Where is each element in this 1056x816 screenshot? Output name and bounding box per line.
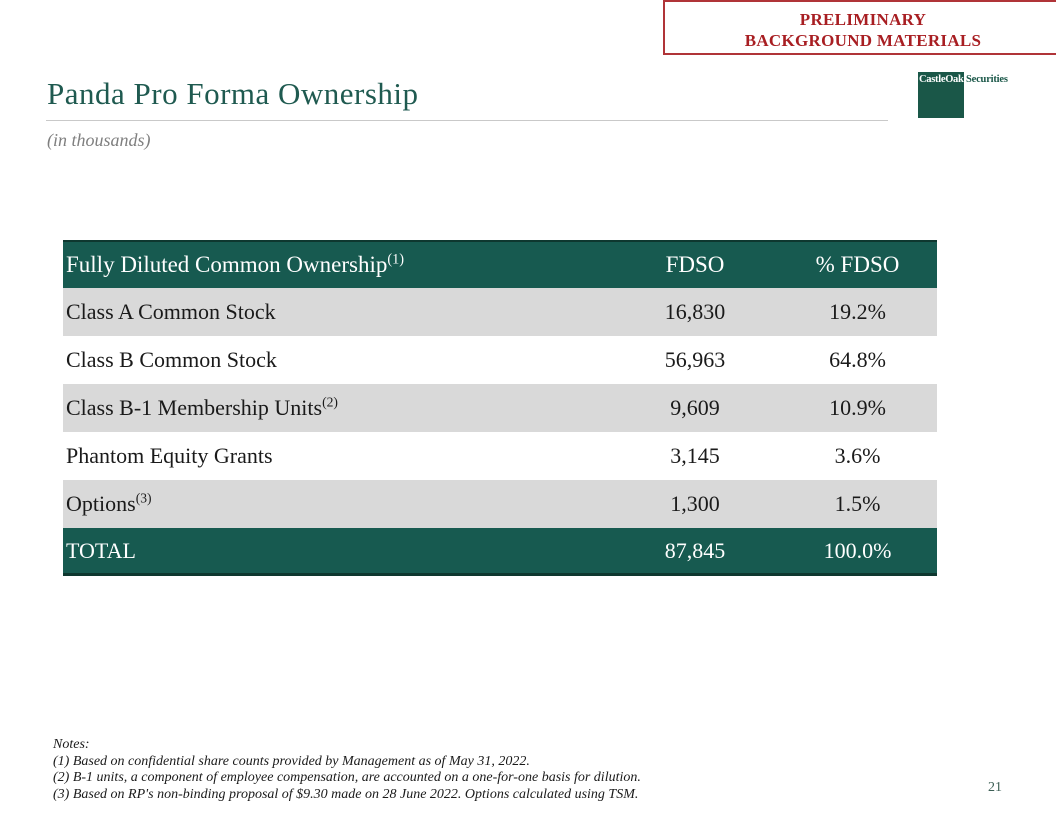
note-item-1: (1) Based on confidential share counts provided by Management as of May 31, 2022.	[53, 753, 530, 769]
row-label-text: Class B Common Stock	[66, 347, 277, 372]
logo-secondary-text: Securities	[966, 74, 1008, 85]
note-item-2: (2) B-1 units, a component of employee compensation, are accounted on a one-for-one basis for dilution.	[53, 770, 641, 785]
row-fdso: 1,300	[670, 491, 720, 516]
col-header-fdso: FDSO	[665, 252, 725, 277]
table-row-options	[63, 480, 937, 528]
row-fdso: 16,830	[664, 299, 726, 324]
ownership-table	[63, 240, 937, 576]
table-row-class-b	[63, 336, 937, 384]
row-label-text: Phantom Equity Grants	[66, 443, 273, 468]
total-pct: 100.0%	[823, 537, 892, 563]
row-label	[63, 443, 600, 469]
row-label	[63, 347, 600, 373]
table-total-row	[63, 528, 937, 576]
row-fdso: 3,145	[670, 443, 720, 468]
row-label-text: Options	[66, 491, 136, 516]
table-row-class-b1	[63, 384, 937, 432]
table-row-class-a	[63, 288, 937, 336]
title-divider	[46, 120, 888, 121]
col-header-pct-fdso: % FDSO	[815, 252, 900, 277]
logo-primary-text: CastleOak	[919, 74, 964, 85]
row-pct: 19.2%	[829, 299, 886, 324]
row-footnote: (3)	[135, 490, 152, 506]
notes-heading: Notes:	[53, 737, 90, 752]
total-fdso: 87,845	[664, 537, 726, 563]
table-row-phantom-equity	[63, 432, 937, 480]
row-pct: 1.5%	[834, 491, 881, 516]
total-label: TOTAL	[66, 537, 136, 563]
page-number: 21	[988, 780, 1002, 795]
table-header-row	[63, 240, 937, 288]
page-title: Panda Pro Forma Ownership	[47, 76, 419, 111]
row-label	[63, 491, 600, 517]
row-fdso: 9,609	[670, 395, 720, 420]
row-pct: 64.8%	[829, 347, 886, 372]
row-label-text: Class A Common Stock	[66, 299, 276, 324]
footnotes	[53, 737, 641, 803]
row-pct: 10.9%	[829, 395, 886, 420]
banner-line-2: BACKGROUND MATERIALS	[744, 31, 982, 50]
castleoak-logo	[918, 72, 1008, 118]
col-header-ownership	[63, 252, 600, 278]
page-subtitle: (in thousands)	[47, 130, 151, 150]
row-label	[63, 299, 600, 325]
col-header-ownership-label: Fully Diluted Common Ownership	[66, 252, 388, 277]
note-item-3: (3) Based on RP's non-binding proposal of $9.30 made on 28 June 2022. Options calculated using TSM.	[53, 786, 639, 802]
row-pct: 3.6%	[834, 443, 881, 468]
row-footnote: (2)	[322, 394, 338, 410]
preliminary-banner	[663, 0, 1056, 55]
row-label	[63, 395, 600, 421]
col-header-ownership-footnote: (1)	[387, 251, 404, 268]
row-label-text: Class B-1 Membership Units	[66, 395, 323, 420]
row-fdso: 56,963	[664, 347, 726, 372]
banner-line-1: PRELIMINARY	[799, 10, 927, 29]
logo-square	[918, 72, 964, 118]
